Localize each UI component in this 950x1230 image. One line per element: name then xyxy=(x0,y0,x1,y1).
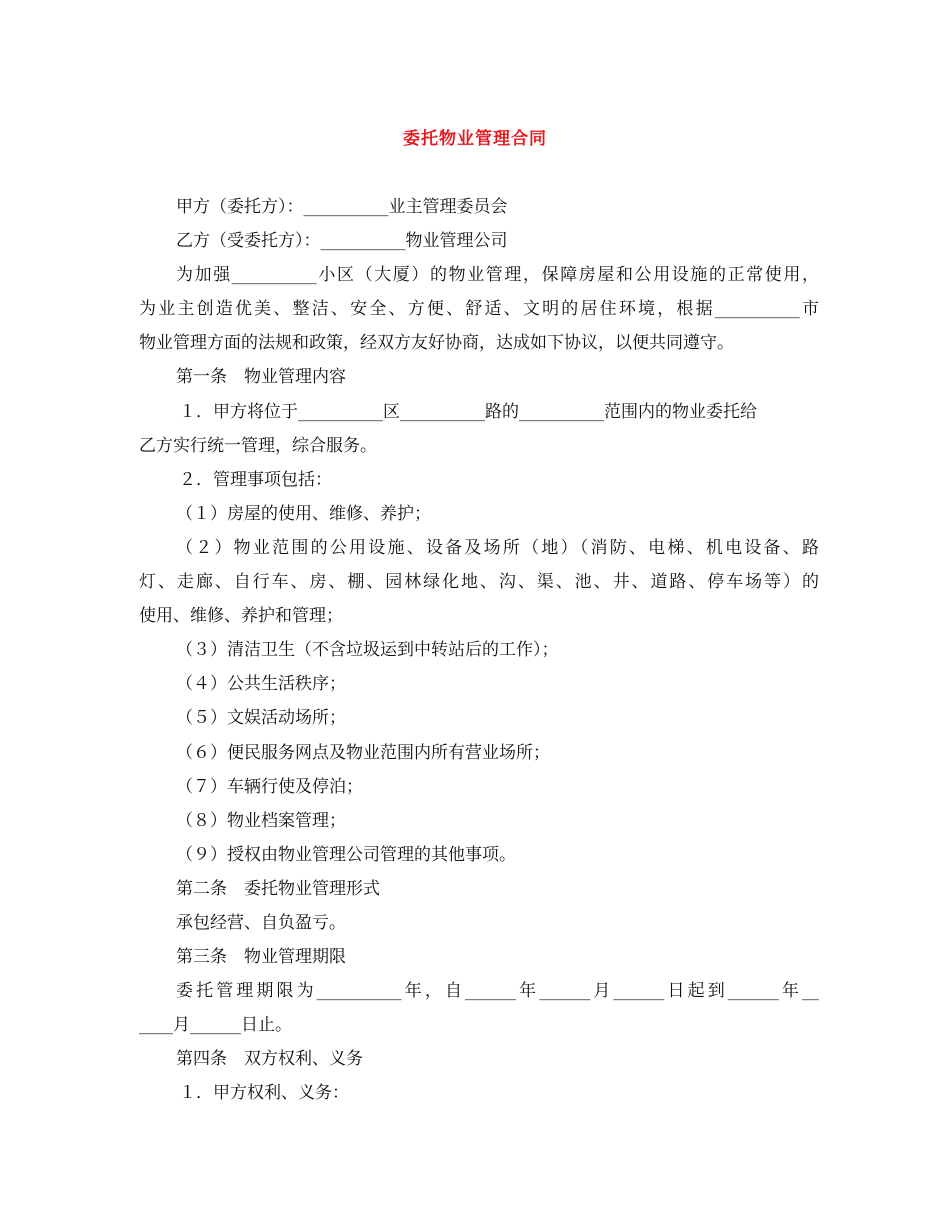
paragraph-line: ____月______日止。 xyxy=(139,1015,292,1036)
paragraph-line: １．甲方将位于__________区__________路的__________范围内的物业委托给 xyxy=(179,401,757,422)
paragraph-line: 承包经营、自负盈亏。 xyxy=(176,912,346,933)
paragraph-line: 第四条 双方权利、义务 xyxy=(176,1049,363,1070)
paragraph-line: （５）文娱活动场所； xyxy=(176,708,346,729)
paragraph-line: （４）公共生活秩序； xyxy=(176,674,346,695)
paragraph-line: １．甲方权利、义务： xyxy=(179,1083,349,1104)
paragraph-line: 第一条 物业管理内容 xyxy=(176,367,346,388)
document-title: 委托物业管理合同 xyxy=(403,129,547,149)
paragraph-line: 第三条 物业管理期限 xyxy=(176,947,346,968)
paragraph-line: （１）房屋的使用、维修、养护； xyxy=(176,503,431,524)
paragraph-line: 为加强__________小区（大厦）的物业管理，保障房屋和公用设施的正常使用， xyxy=(176,265,819,286)
paragraph-line: 委托管理期限为__________年，自______年______月______日起到______年__ xyxy=(176,981,819,1002)
paragraph-line: （３）清洁卫生（不含垃圾运到中转站后的工作）； xyxy=(176,640,559,661)
paragraph-line: （２）物业范围的公用设施、设备及场所（地）（消防、电梯、机电设备、路 xyxy=(176,537,819,558)
paragraph-line: 甲方（委托方）：__________业主管理委员会 xyxy=(176,197,508,217)
paragraph-line: （９）授权由物业管理公司管理的其他事项。 xyxy=(176,844,516,865)
paragraph-line: （８）物业档案管理； xyxy=(176,810,346,831)
paragraph-line: 灯、走廊、自行车、房、棚、园林绿化地、沟、渠、池、井、道路、停车场等）的 xyxy=(139,572,819,593)
paragraph-line: 乙方实行统一管理，综合服务。 xyxy=(139,435,377,456)
paragraph-line: （７）车辆行使及停泊； xyxy=(176,776,363,797)
paragraph-line: （６）便民服务网点及物业范围内所有营业场所； xyxy=(176,742,550,763)
document-body xyxy=(139,190,819,1111)
paragraph-line: 第二条 委托物业管理形式 xyxy=(176,878,380,899)
paragraph-line: 为业主创造优美、整洁、安全、方便、舒适、文明的居住环境，根据__________市 xyxy=(139,299,819,320)
paragraph-line: 使用、维修、养护和管理； xyxy=(139,606,343,627)
paragraph-line: 物业管理方面的法规和政策，经双方友好协商，达成如下协议，以便共同遵守。 xyxy=(139,333,734,354)
paragraph-line: 乙方（受委托方）：__________物业管理公司 xyxy=(176,231,508,252)
paragraph-line: ２．管理事项包括： xyxy=(179,469,332,490)
